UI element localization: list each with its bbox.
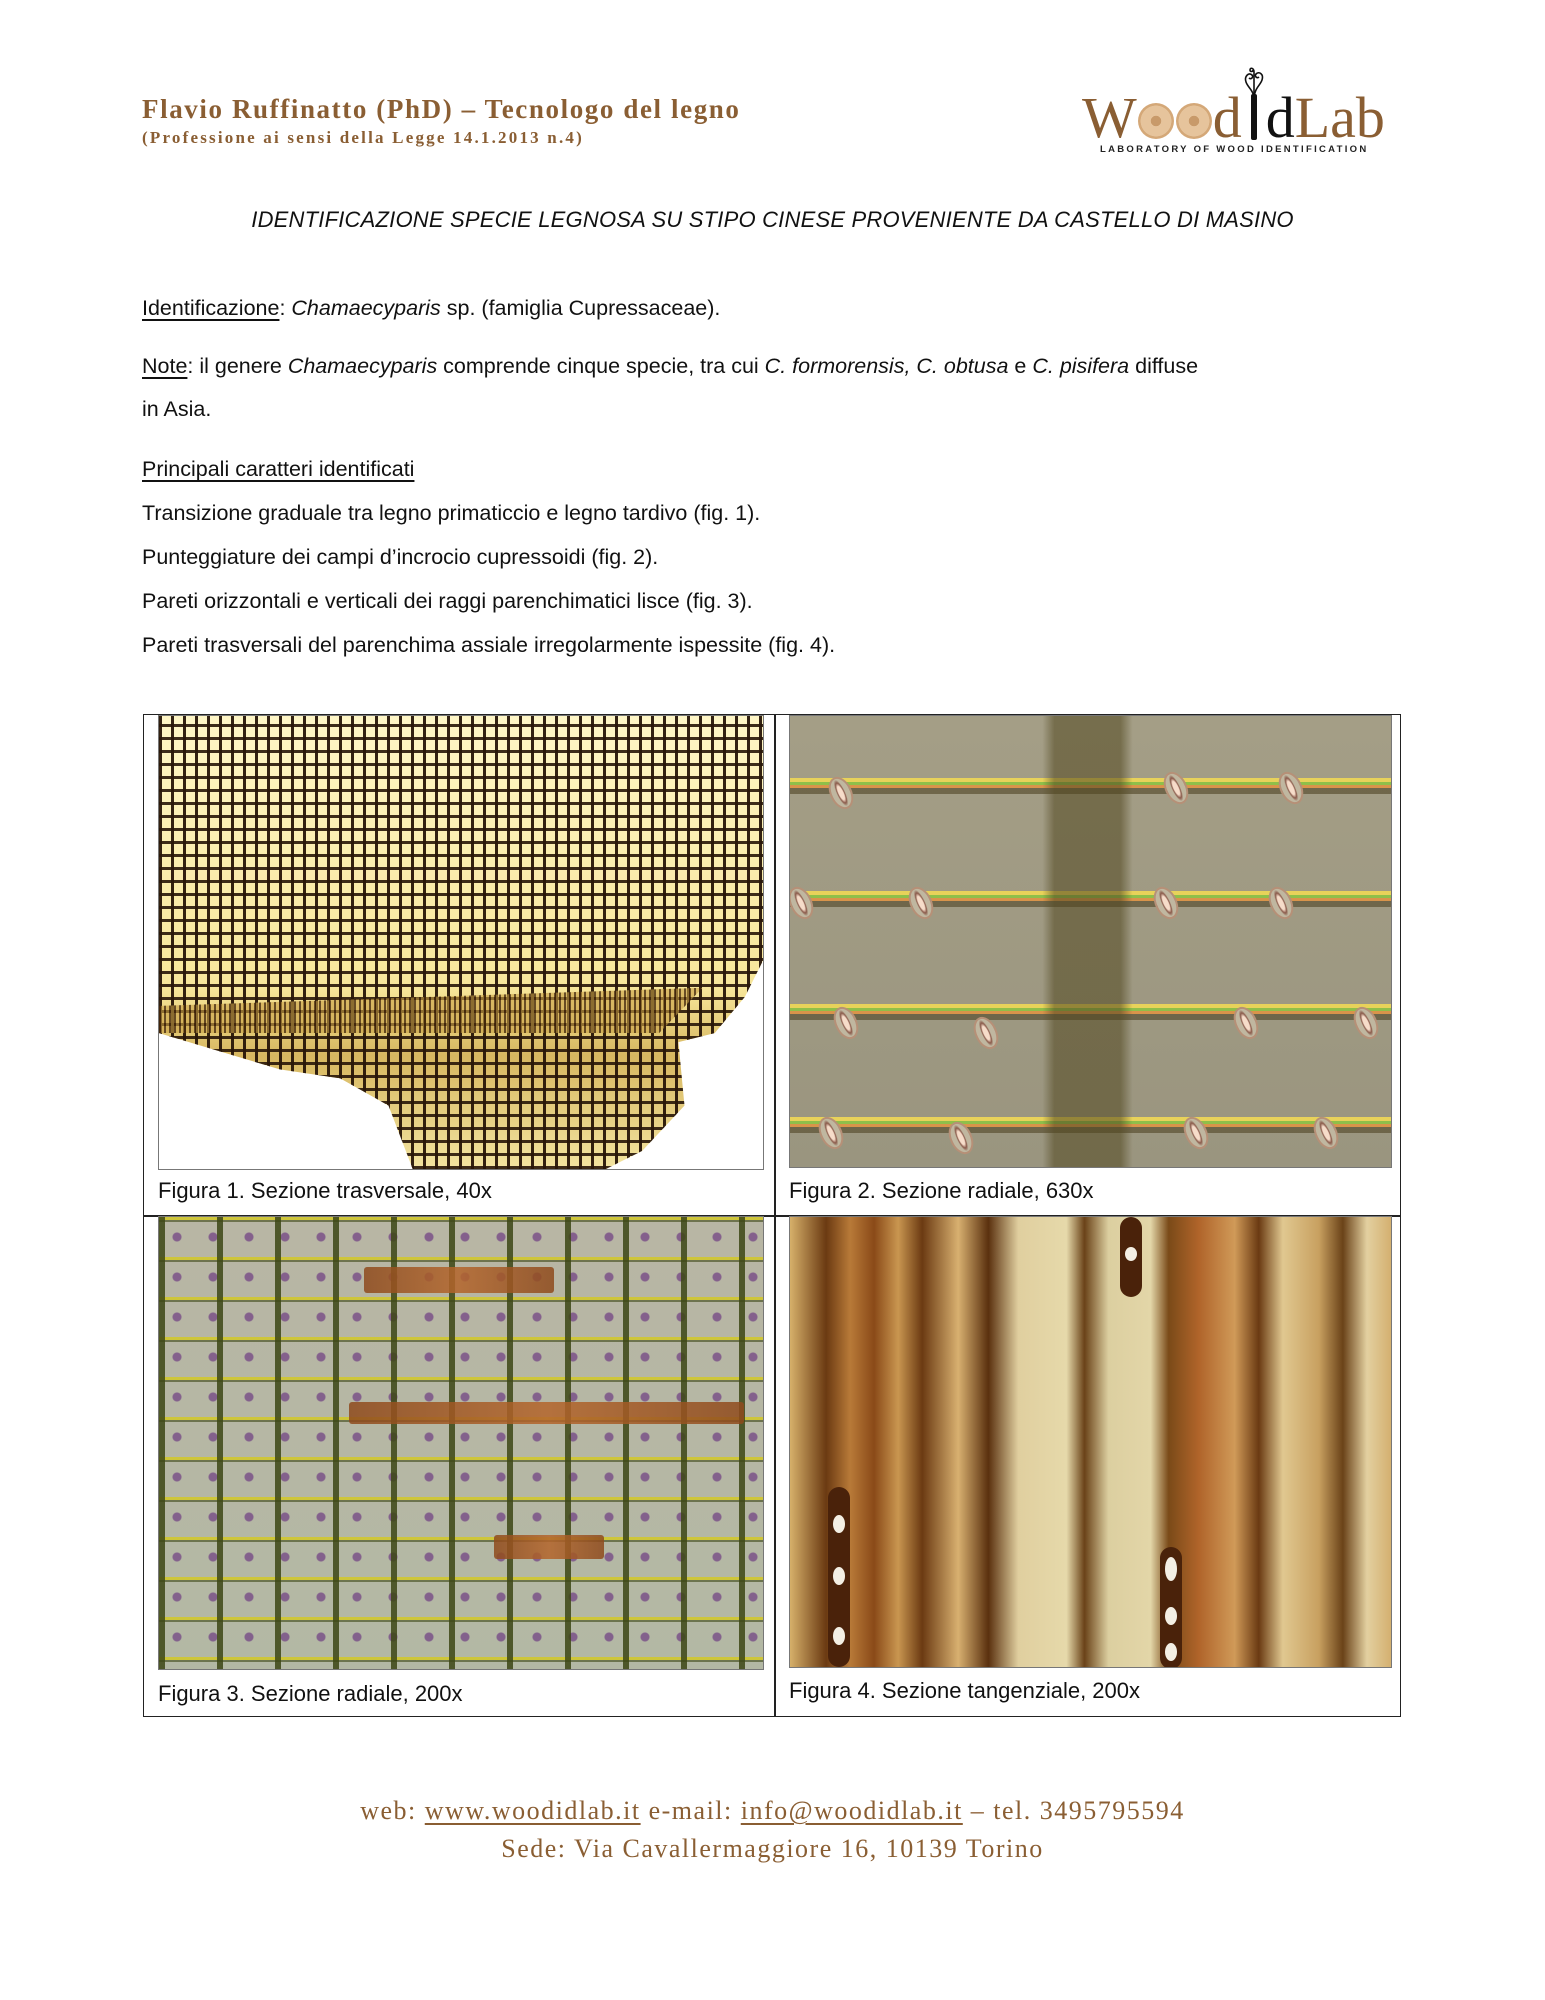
logo-lab: Lab [1294, 85, 1385, 150]
figure-1-caption: Figura 1. Sezione trasversale, 40x [158, 1178, 492, 1203]
character-item: Pareti orizzontali e verticali dei raggi parenchimatici lisce (fig. 3). [142, 589, 753, 613]
footer-contacts [0, 1796, 1545, 1826]
figure-4-cell [775, 1216, 1402, 1716]
identification-paragraph [142, 293, 720, 323]
logo-letter-d: d [1212, 85, 1242, 150]
figure-2-cell [775, 715, 1402, 1215]
web-label: web: [360, 1796, 425, 1825]
figure-3-caption: Figura 3. Sezione radiale, 200x [158, 1681, 463, 1706]
logo-tagline: LABORATORY OF WOOD IDENTIFICATION [1100, 144, 1369, 155]
character-item: Transizione graduale tra legno primaticcio e legno tardivo (fig. 1). [142, 501, 761, 525]
figure-4-caption: Figura 4. Sezione tangenziale, 200x [789, 1678, 1141, 1703]
wood-ring-icon [1138, 103, 1174, 139]
wood-ring-icon [1176, 103, 1212, 139]
email-link[interactable]: info@woodidlab.it [740, 1796, 963, 1825]
note-text: e [1008, 354, 1033, 378]
characters-heading: Principali caratteri identificati [142, 457, 415, 481]
website-link[interactable]: www.woodidlab.it [424, 1796, 641, 1825]
profession-subheading: (Professione ai sensi della Legge 14.1.2013 n.4) [142, 128, 584, 147]
note-text: comprende cinque specie, tra cui [437, 354, 765, 378]
species-name: C. pisifera [1032, 354, 1130, 378]
species-names: C. formorensis, C. obtusa [764, 354, 1009, 378]
figure-1-cell [144, 715, 774, 1215]
logo-letter-w: W [1082, 85, 1137, 150]
genus-name: Chamaecyparis [291, 296, 441, 320]
telephone: – tel. 3495795594 [962, 1796, 1185, 1825]
radial-section-cross-field-pits-micrograph [789, 715, 1392, 1168]
figures-table [143, 714, 1401, 1717]
logo-letter-d-black: d [1265, 85, 1295, 150]
character-item: Pareti trasversali del parenchima assiale irregolarmente ispessite (fig. 4). [142, 633, 836, 657]
author-name-heading: Flavio Ruffinatto (PhD) – Tecnologo del legno [142, 94, 741, 124]
family-text: sp. (famiglia Cupressaceae). [440, 296, 721, 320]
figure-2-caption: Figura 2. Sezione radiale, 630x [789, 1178, 1094, 1203]
tree-icon [1242, 92, 1266, 144]
character-item: Punteggiature dei campi d’incrocio cupressoidi (fig. 2). [142, 545, 659, 569]
footer-address: Sede: Via Cavallermaggiore 16, 10139 Torino [501, 1834, 1044, 1863]
transverse-section-micrograph [158, 715, 764, 1170]
genus-name: Chamaecyparis [287, 354, 438, 378]
note-text: : il genere [187, 354, 288, 378]
note-label: Note [142, 354, 188, 378]
note-line-2: in Asia. [142, 397, 212, 421]
tangential-section-micrograph [789, 1216, 1392, 1668]
woodidlab-logo [1082, 66, 1402, 166]
note-text: diffuse [1129, 354, 1199, 378]
separator: : [279, 296, 292, 320]
identification-label: Identificazione [142, 296, 280, 320]
email-label: e-mail: [640, 1796, 741, 1825]
document-title: IDENTIFICAZIONE SPECIE LEGNOSA SU STIPO CINESE PROVENIENTE DA CASTELLO DI MASINO [251, 207, 1294, 232]
radial-section-rays-micrograph [158, 1216, 764, 1670]
note-paragraph [142, 351, 1198, 381]
figure-3-cell [144, 1216, 774, 1716]
